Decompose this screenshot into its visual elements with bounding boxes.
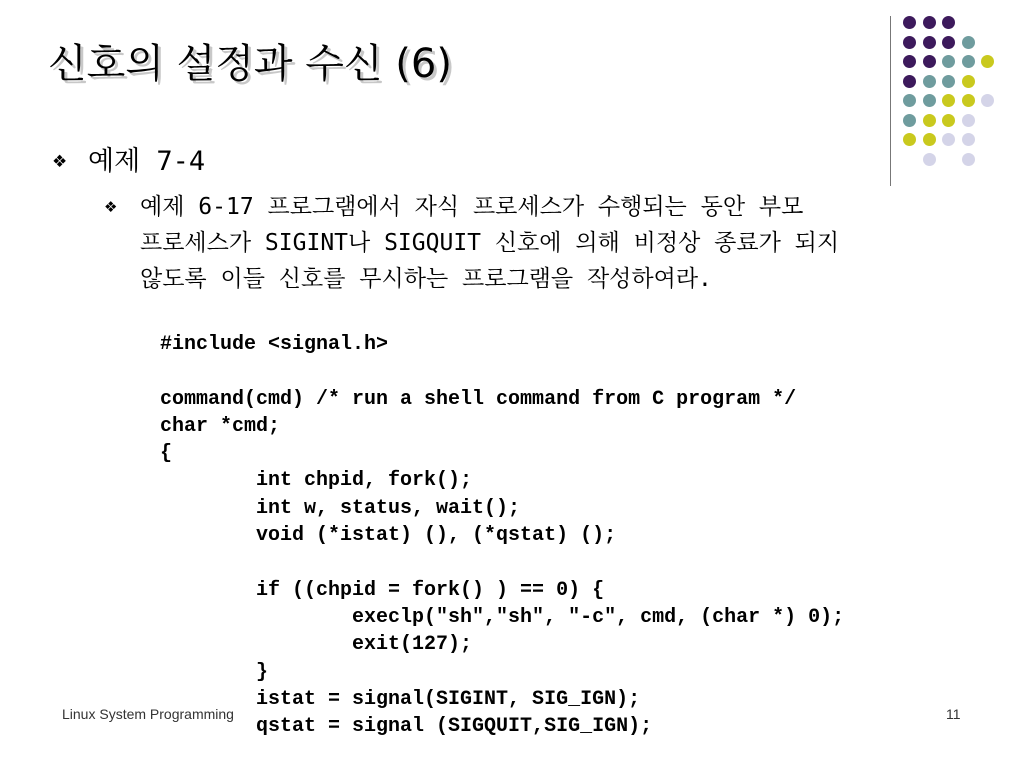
bullet-level2-line: 않도록 이들 신호를 무시하는 프로그램을 작성하여라.: [140, 266, 712, 292]
decorative-dot: [962, 114, 975, 127]
bullet-level1: [52, 143, 205, 181]
decorative-dot: [923, 133, 936, 146]
diamond-bullet-icon: ❖: [52, 152, 68, 172]
code-line: exit(127);: [160, 633, 473, 657]
title-divider: [890, 16, 891, 186]
decorative-dot: [903, 16, 916, 29]
decorative-dot: [923, 114, 936, 127]
code-line: int chpid, fork();: [160, 469, 473, 493]
decorative-dot: [903, 55, 916, 68]
decorative-dot: [923, 16, 936, 29]
decorative-dot: [903, 114, 916, 127]
decorative-dot: [942, 94, 955, 107]
diamond-bullet-icon: ❖: [104, 198, 118, 216]
code-line: #include <signal.h>: [160, 333, 389, 356]
code-line: qstat = signal (SIGQUIT,SIG_IGN);: [160, 715, 653, 739]
decorative-dot: [923, 75, 936, 88]
decorative-dot: [942, 55, 955, 68]
code-line: [160, 358, 844, 385]
code-line: if ((chpid = fork() ) == 0) {: [160, 578, 605, 602]
decorative-dot: [962, 94, 975, 107]
decorative-dot: [962, 55, 975, 68]
decorative-dot: [923, 55, 936, 68]
code-line: }: [160, 660, 269, 684]
decorative-dot: [942, 75, 955, 88]
code-line: command(cmd) /* run a shell command from C program */: [160, 387, 797, 411]
code-line: char *cmd;: [160, 414, 281, 438]
decorative-dot: [981, 55, 994, 68]
decorative-dot: [962, 36, 975, 49]
decorative-dot: [923, 36, 936, 49]
decorative-dot: [942, 114, 955, 127]
decorative-dot: [962, 75, 975, 88]
decorative-dot: [923, 94, 936, 107]
bullet-level2-text: [140, 189, 839, 297]
code-block: [160, 331, 844, 740]
code-line: istat = signal(SIGINT, SIG_IGN);: [160, 687, 641, 711]
footer-course-name: Linux System Programming: [62, 706, 234, 722]
decorative-dot: [903, 94, 916, 107]
decorative-dot: [962, 153, 975, 166]
code-line: execlp("sh","sh", "-c", cmd, (char *) 0);: [160, 605, 845, 629]
decorative-dot: [903, 75, 916, 88]
decorative-dot: [942, 36, 955, 49]
footer-page-number: 11: [946, 706, 961, 722]
decorative-dot: [962, 133, 975, 146]
decorative-dot: [903, 133, 916, 146]
bullet-level2: [104, 189, 984, 297]
decorative-dot: [942, 133, 955, 146]
code-line: {: [160, 442, 173, 466]
decorative-dot: [903, 36, 916, 49]
decorative-dot: [923, 153, 936, 166]
code-line: void (*istat) (), (*qstat) ();: [160, 524, 617, 548]
bullet-level2-line: 예제 6-17 프로그램에서 자식 프로세스가 수행되는 동안 부모: [140, 194, 804, 220]
slide-title: 신호의 설정과 수신 (6): [48, 41, 452, 87]
bullet-level2-line: 프로세스가 SIGINT나 SIGQUIT 신호에 의해 비정상 종료가 되지: [140, 230, 840, 256]
bullet-level1-text: 예제 7-4: [88, 146, 206, 177]
code-line: [160, 549, 844, 576]
code-line: int w, status, wait();: [160, 496, 521, 520]
decorative-dot: [981, 94, 994, 107]
decorative-dot: [942, 16, 955, 29]
